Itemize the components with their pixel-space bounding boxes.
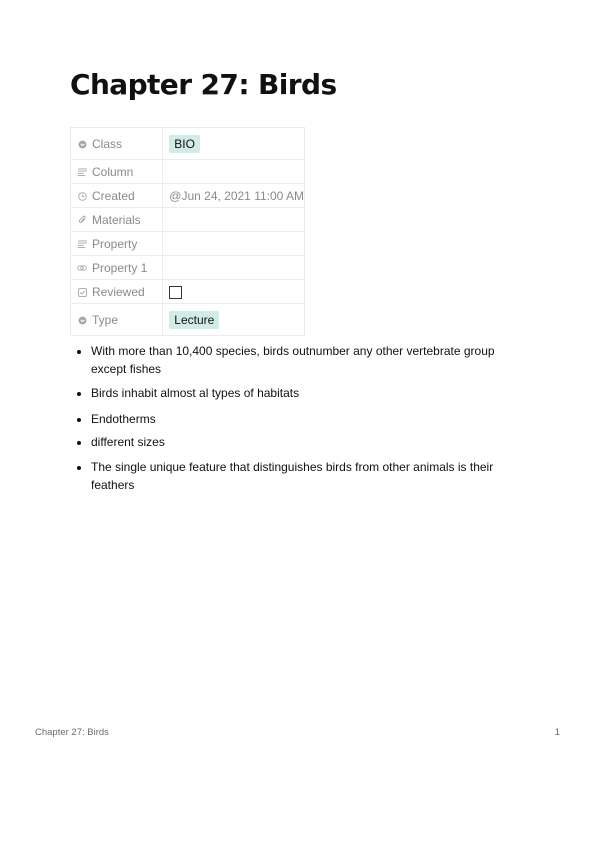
property-label: Reviewed [92, 284, 145, 299]
property-value[interactable] [163, 232, 305, 256]
paperclip-icon [77, 215, 87, 225]
bullet-item: Endotherms [75, 410, 520, 428]
class-tag[interactable]: BIO [169, 135, 200, 153]
clock-icon [77, 192, 87, 201]
text-lines-icon [77, 240, 87, 248]
property-value[interactable] [163, 304, 305, 336]
property-row-created[interactable] [71, 184, 305, 208]
bullet-item: The single unique feature that distinguishes birds from other animals is their feathers [75, 458, 520, 494]
property-label: Column [92, 164, 134, 179]
property-row-property-1[interactable] [71, 256, 305, 280]
property-value[interactable] [163, 160, 305, 184]
property-key [71, 256, 163, 280]
property-value[interactable] [163, 280, 305, 304]
reviewed-checkbox[interactable] [169, 286, 182, 299]
property-value[interactable] [163, 128, 305, 160]
property-row-property[interactable] [71, 232, 305, 256]
property-key [71, 232, 163, 256]
checkbox-icon [77, 288, 87, 297]
property-key [71, 208, 163, 232]
bullet-item: With more than 10,400 species, birds outnumber any other vertebrate group except fishes [75, 342, 520, 378]
property-key [71, 160, 163, 184]
page-footer-title: Chapter 27: Birds [35, 727, 109, 738]
properties-table [70, 127, 305, 336]
text-lines-icon [77, 168, 87, 176]
property-value[interactable] [163, 256, 305, 280]
property-label: Created [92, 188, 135, 203]
property-row-materials[interactable] [71, 208, 305, 232]
page-number: 1 [554, 727, 560, 738]
bullet-list [75, 342, 520, 494]
property-value[interactable] [163, 208, 305, 232]
property-row-type[interactable] [71, 304, 305, 336]
property-key [71, 304, 163, 336]
created-value: @Jun 24, 2021 11:00 AM [163, 184, 305, 208]
property-row-reviewed[interactable] [71, 280, 305, 304]
select-icon [77, 316, 87, 325]
property-key [71, 184, 163, 208]
bullet-item: Birds inhabit almost al types of habitats [75, 384, 520, 402]
property-key [71, 280, 163, 304]
page-title: Chapter 27: Birds [70, 68, 337, 101]
property-row-class[interactable] [71, 128, 305, 160]
property-label: Type [92, 312, 119, 327]
property-label: Materials [92, 212, 141, 227]
select-icon [77, 140, 87, 149]
bullet-item: different sizes [75, 433, 520, 451]
property-label: Property [92, 236, 138, 251]
property-label: Property 1 [92, 260, 148, 275]
property-label: Class [92, 136, 123, 151]
type-tag[interactable]: Lecture [169, 311, 219, 329]
property-row-column[interactable] [71, 160, 305, 184]
property-key [71, 128, 163, 160]
link-icon [77, 264, 87, 272]
